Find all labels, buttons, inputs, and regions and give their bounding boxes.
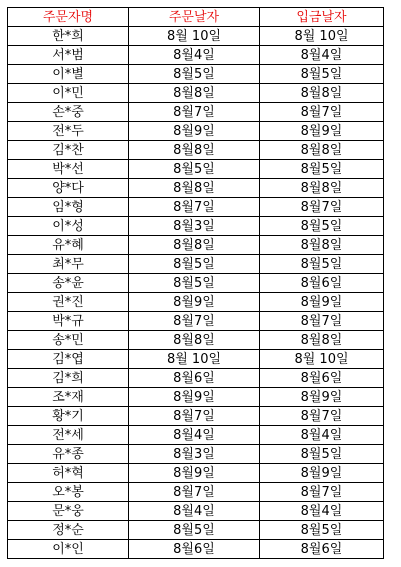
orderer-name-cell: 김*엽 [8, 350, 129, 369]
orderer-name-cell: 오*봉 [8, 483, 129, 502]
deposit-date-cell: 8월 10일 [260, 27, 384, 46]
order-date-cell: 8월5일 [129, 521, 260, 540]
deposit-date-cell: 8월8일 [260, 236, 384, 255]
orderer-name-cell: 김*찬 [8, 141, 129, 160]
table-row [8, 217, 384, 236]
order-date-cell: 8월5일 [129, 65, 260, 84]
orderer-name-cell: 양*다 [8, 179, 129, 198]
deposit-date-cell: 8월8일 [260, 84, 384, 103]
deposit-date-cell: 8월6일 [260, 369, 384, 388]
table-row [8, 312, 384, 331]
order-date-cell: 8월9일 [129, 464, 260, 483]
deposit-date-cell: 8월7일 [260, 312, 384, 331]
column-header-deposit-date: 입금날자 [260, 8, 384, 27]
table-row [8, 540, 384, 559]
deposit-date-cell: 8월5일 [260, 160, 384, 179]
deposit-date-cell: 8월5일 [260, 255, 384, 274]
deposit-date-cell: 8월9일 [260, 464, 384, 483]
order-date-cell: 8월3일 [129, 445, 260, 464]
table-row [8, 179, 384, 198]
orderer-name-cell: 이*민 [8, 84, 129, 103]
orderer-name-cell: 이*인 [8, 540, 129, 559]
deposit-date-cell: 8월5일 [260, 65, 384, 84]
order-date-cell: 8월7일 [129, 312, 260, 331]
order-date-cell: 8월7일 [129, 198, 260, 217]
table-row [8, 407, 384, 426]
table-row [8, 198, 384, 217]
deposit-date-cell: 8월5일 [260, 521, 384, 540]
table-row [8, 331, 384, 350]
table-row [8, 369, 384, 388]
table-row [8, 502, 384, 521]
order-date-cell: 8월8일 [129, 179, 260, 198]
orderer-name-cell: 유*혜 [8, 236, 129, 255]
table-row [8, 46, 384, 65]
deposit-date-cell: 8월9일 [260, 122, 384, 141]
orderer-name-cell: 문*웅 [8, 502, 129, 521]
table-row [8, 236, 384, 255]
orderer-name-cell: 임*형 [8, 198, 129, 217]
orderer-name-cell: 송*민 [8, 331, 129, 350]
deposit-date-cell: 8월7일 [260, 407, 384, 426]
column-header-orderer-name: 주문자명 [8, 8, 129, 27]
table-row [8, 388, 384, 407]
table-row [8, 141, 384, 160]
order-date-cell: 8월8일 [129, 331, 260, 350]
order-date-cell: 8월4일 [129, 502, 260, 521]
deposit-date-cell: 8월8일 [260, 141, 384, 160]
order-date-cell: 8월 10일 [129, 350, 260, 369]
table-row [8, 521, 384, 540]
table-row [8, 103, 384, 122]
order-date-cell: 8월9일 [129, 122, 260, 141]
table-row [8, 255, 384, 274]
table-row [8, 274, 384, 293]
table-row [8, 350, 384, 369]
deposit-date-cell: 8월7일 [260, 483, 384, 502]
orderer-name-cell: 황*기 [8, 407, 129, 426]
deposit-date-cell: 8월9일 [260, 388, 384, 407]
order-date-cell: 8월7일 [129, 103, 260, 122]
order-date-cell: 8월4일 [129, 46, 260, 65]
orderer-name-cell: 한*희 [8, 27, 129, 46]
order-date-cell: 8월6일 [129, 369, 260, 388]
deposit-date-cell: 8월6일 [260, 540, 384, 559]
order-table [7, 7, 384, 559]
order-date-cell: 8월9일 [129, 293, 260, 312]
order-date-cell: 8월7일 [129, 407, 260, 426]
orderer-name-cell: 최*무 [8, 255, 129, 274]
orderer-name-cell: 이*별 [8, 65, 129, 84]
orderer-name-cell: 손*중 [8, 103, 129, 122]
table-row [8, 27, 384, 46]
table-row [8, 464, 384, 483]
orderer-name-cell: 권*진 [8, 293, 129, 312]
orderer-name-cell: 김*희 [8, 369, 129, 388]
table-row [8, 84, 384, 103]
table-body [8, 27, 384, 559]
orderer-name-cell: 서*범 [8, 46, 129, 65]
orderer-name-cell: 송*윤 [8, 274, 129, 293]
deposit-date-cell: 8월7일 [260, 103, 384, 122]
order-date-cell: 8월9일 [129, 388, 260, 407]
order-date-cell: 8월7일 [129, 483, 260, 502]
deposit-date-cell: 8월4일 [260, 46, 384, 65]
orderer-name-cell: 조*재 [8, 388, 129, 407]
order-date-cell: 8월5일 [129, 255, 260, 274]
table-row [8, 65, 384, 84]
orderer-name-cell: 정*순 [8, 521, 129, 540]
order-date-cell: 8월8일 [129, 236, 260, 255]
order-date-cell: 8월5일 [129, 274, 260, 293]
order-date-cell: 8월5일 [129, 160, 260, 179]
deposit-date-cell: 8월6일 [260, 274, 384, 293]
deposit-date-cell: 8월5일 [260, 445, 384, 464]
order-date-cell: 8월3일 [129, 217, 260, 236]
deposit-date-cell: 8월4일 [260, 502, 384, 521]
orderer-name-cell: 박*규 [8, 312, 129, 331]
table-row [8, 426, 384, 445]
orderer-name-cell: 전*세 [8, 426, 129, 445]
table-row [8, 293, 384, 312]
deposit-date-cell: 8월8일 [260, 331, 384, 350]
order-date-cell: 8월8일 [129, 141, 260, 160]
column-header-order-date: 주문날자 [129, 8, 260, 27]
orderer-name-cell: 박*선 [8, 160, 129, 179]
deposit-date-cell: 8월7일 [260, 198, 384, 217]
orderer-name-cell: 허*혁 [8, 464, 129, 483]
orderer-name-cell: 유*종 [8, 445, 129, 464]
deposit-date-cell: 8월 10일 [260, 350, 384, 369]
orderer-name-cell: 전*두 [8, 122, 129, 141]
deposit-date-cell: 8월9일 [260, 293, 384, 312]
order-date-cell: 8월8일 [129, 84, 260, 103]
order-date-cell: 8월 10일 [129, 27, 260, 46]
order-date-cell: 8월4일 [129, 426, 260, 445]
deposit-date-cell: 8월4일 [260, 426, 384, 445]
table-row [8, 122, 384, 141]
header-row [8, 8, 384, 27]
deposit-date-cell: 8월5일 [260, 217, 384, 236]
deposit-date-cell: 8월8일 [260, 179, 384, 198]
order-date-cell: 8월6일 [129, 540, 260, 559]
table-row [8, 160, 384, 179]
table-row [8, 445, 384, 464]
order-deposit-sheet [7, 7, 384, 559]
table-row [8, 483, 384, 502]
orderer-name-cell: 이*성 [8, 217, 129, 236]
